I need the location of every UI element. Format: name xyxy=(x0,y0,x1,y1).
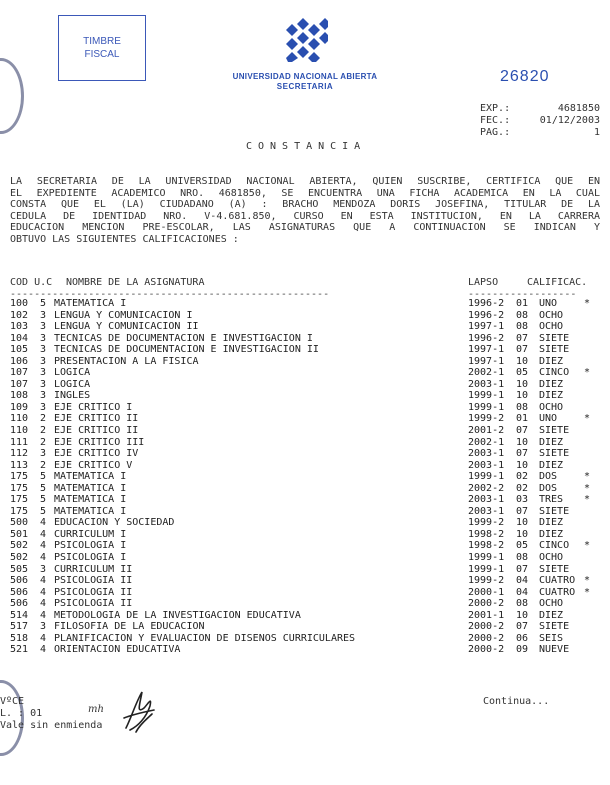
course-name: PRESENTACION A LA FISICA xyxy=(54,355,199,367)
course-name: METODOLOGIA DE LA INVESTIGACION EDUCATIVA xyxy=(54,609,301,621)
term: 1999-1 xyxy=(468,552,505,564)
header-lapso: LAPSO xyxy=(468,277,499,288)
course-code: 506 xyxy=(10,575,29,587)
document-title: CONSTANCIA xyxy=(246,141,367,152)
credit-units: 2 xyxy=(40,425,47,437)
course-name: EDUCACION Y SOCIEDAD xyxy=(54,517,175,529)
course-code: 518 xyxy=(10,632,29,644)
course-name: EJE CRITICO IV xyxy=(54,448,139,460)
course-code: 107 xyxy=(10,367,29,379)
course-name: PSICOLOGIA I xyxy=(54,540,127,552)
course-code: 113 xyxy=(10,459,29,471)
course-name: LENGUA Y COMUNICACION I xyxy=(54,309,193,321)
term: 2003-1 xyxy=(468,505,505,517)
term: 1996-2 xyxy=(468,298,505,309)
credit-units: 3 xyxy=(40,378,47,390)
course-code: 100 xyxy=(10,298,29,309)
credit-units: 4 xyxy=(40,598,47,610)
grade-word: DIEZ xyxy=(539,355,564,367)
table-row xyxy=(0,390,610,402)
credit-units: 3 xyxy=(40,563,47,575)
credit-units: 3 xyxy=(40,321,47,333)
term: 1998-2 xyxy=(468,540,505,552)
course-name: ORIENTACION EDUCATIVA xyxy=(54,644,181,656)
grade-number: 10 xyxy=(516,355,529,367)
course-name: CURRICULUM II xyxy=(54,563,133,575)
exp-row xyxy=(480,103,600,114)
table-row xyxy=(0,621,610,633)
signature-icon xyxy=(118,688,158,734)
credit-units: 4 xyxy=(40,632,47,644)
grade-number: 10 xyxy=(516,459,529,471)
grade-number: 10 xyxy=(516,528,529,540)
table-row xyxy=(0,402,610,414)
course-name: EJE CRITICO I xyxy=(54,401,133,413)
grade-word: DIEZ xyxy=(539,436,564,448)
grade-number: 02 xyxy=(516,471,529,483)
validation-line-1: VºCE xyxy=(0,696,25,707)
course-name: LOGICA xyxy=(54,367,91,379)
course-code: 500 xyxy=(10,517,29,529)
university-name: UNIVERSIDAD NACIONAL ABIERTA xyxy=(232,72,378,81)
table-row xyxy=(0,413,610,425)
credit-units: 2 xyxy=(40,459,47,471)
paragraph-line: EL EXPEDIENTE ACADEMICO NRO. 4681850, SE ENCUENTRA UNA FICHA ACADEMICA EN LA CUAL xyxy=(10,187,600,199)
course-code: 175 xyxy=(10,471,29,483)
course-name: PSICOLOGIA II xyxy=(54,598,133,610)
term: 2003-1 xyxy=(468,378,505,390)
paragraph-line: CEDULA DE IDENTIDAD NRO. V-4.681.850, CURSO EN ESTA INSTITUCION, EN LA CARRERA xyxy=(10,210,600,222)
grade-word: DIEZ xyxy=(539,609,564,621)
grade-number: 08 xyxy=(516,401,529,413)
term: 1999-1 xyxy=(468,563,505,575)
university-logo-icon xyxy=(282,16,328,62)
grade-word: OCHO xyxy=(539,552,564,564)
credit-units: 4 xyxy=(40,540,47,552)
grade-word: SIETE xyxy=(539,332,570,344)
grade-number: 07 xyxy=(516,344,529,356)
course-code: 501 xyxy=(10,528,29,540)
course-code: 109 xyxy=(10,401,29,413)
course-code: 502 xyxy=(10,552,29,564)
paragraph-line: CONSTA QUE EL (LA) CIUDADANO (A) : BRACHO MENDOZA DORIS JOSEFINA, TITULAR DE LA xyxy=(10,199,600,211)
grade-word: CINCO xyxy=(539,540,570,552)
grade-word: UNO xyxy=(539,298,558,309)
table-row xyxy=(0,529,610,541)
grade-word: SIETE xyxy=(539,505,570,517)
table-row xyxy=(0,310,610,322)
grade-word: UNO xyxy=(539,413,558,425)
table-row xyxy=(0,471,610,483)
grade-word: NUEVE xyxy=(539,644,570,656)
course-name: MATEMATICA I xyxy=(54,298,127,309)
department-name: SECRETARIA xyxy=(276,82,334,91)
credit-units: 5 xyxy=(40,298,47,309)
certification-paragraph xyxy=(10,176,600,246)
course-code: 505 xyxy=(10,563,29,575)
grade-word: DOS xyxy=(539,482,558,494)
serial-number: 26820 xyxy=(500,68,550,85)
grade-number: 04 xyxy=(516,575,529,587)
course-name: LOGICA xyxy=(54,378,91,390)
grade-word: SIETE xyxy=(539,344,570,356)
term: 2002-1 xyxy=(468,367,505,379)
failed-mark: * xyxy=(584,367,591,379)
term: 1997-1 xyxy=(468,321,505,333)
grade-word: DIEZ xyxy=(539,517,564,529)
term: 1996-2 xyxy=(468,332,505,344)
pag-value: 1 xyxy=(593,127,600,138)
credit-units: 3 xyxy=(40,332,47,344)
grade-number: 09 xyxy=(516,644,529,656)
table-row xyxy=(0,483,610,495)
term: 1999-2 xyxy=(468,413,505,425)
course-code: 175 xyxy=(10,494,29,506)
grade-number: 07 xyxy=(516,505,529,517)
grade-number: 08 xyxy=(516,552,529,564)
term: 2002-2 xyxy=(468,482,505,494)
table-row xyxy=(0,321,610,333)
failed-mark: * xyxy=(584,494,591,506)
grade-word: OCHO xyxy=(539,598,564,610)
header-calif: CALIFICAC. xyxy=(527,277,588,288)
paragraph-line: EDUCACION MENCION PRE-ESCOLAR, LAS ASIGNATURAS QUE A CONTINUACION SE INDICAN Y xyxy=(10,222,600,234)
credit-units: 4 xyxy=(40,586,47,598)
credit-units: 5 xyxy=(40,505,47,517)
course-code: 108 xyxy=(10,390,29,402)
table-row xyxy=(0,425,610,437)
grade-number: 03 xyxy=(516,494,529,506)
grade-number: 07 xyxy=(516,332,529,344)
credit-units: 4 xyxy=(40,575,47,587)
table-row xyxy=(0,448,610,460)
grade-word: DIEZ xyxy=(539,459,564,471)
grade-word: CUATRO xyxy=(539,575,576,587)
table-row xyxy=(0,367,610,379)
fec-value: 01/12/2003 xyxy=(539,115,600,126)
header-name: NOMBRE DE LA ASIGNATURA xyxy=(66,277,205,288)
grade-number: 10 xyxy=(516,390,529,402)
term: 1997-1 xyxy=(468,355,505,367)
grade-word: OCHO xyxy=(539,309,564,321)
continua-note: Continua... xyxy=(483,696,550,707)
paragraph-line: OBTUVO LAS SIGUIENTES CALIFICACIONES : xyxy=(10,233,239,245)
table-row xyxy=(0,506,610,518)
course-code: 103 xyxy=(10,321,29,333)
course-code: 506 xyxy=(10,586,29,598)
credit-units: 3 xyxy=(40,448,47,460)
course-name: PSICOLOGIA II xyxy=(54,575,133,587)
fec-label: FEC.: xyxy=(480,115,511,126)
table-row xyxy=(0,344,610,356)
grade-word: DIEZ xyxy=(539,390,564,402)
term: 2001-2 xyxy=(468,425,505,437)
credit-units: 4 xyxy=(40,552,47,564)
failed-mark: * xyxy=(584,540,591,552)
course-code: 175 xyxy=(10,505,29,517)
failed-mark: * xyxy=(584,575,591,587)
fec-row xyxy=(480,115,600,126)
term: 1999-1 xyxy=(468,390,505,402)
grade-number: 01 xyxy=(516,413,529,425)
grade-number: 08 xyxy=(516,598,529,610)
course-name: PLANIFICACION Y EVALUACION DE DISENOS CURRICULARES xyxy=(54,632,356,644)
course-code: 514 xyxy=(10,609,29,621)
course-name: CURRICULUM I xyxy=(54,528,127,540)
credit-units: 3 xyxy=(40,344,47,356)
table-row xyxy=(0,644,610,656)
table-row xyxy=(0,517,610,529)
grade-number: 10 xyxy=(516,378,529,390)
credit-units: 3 xyxy=(40,367,47,379)
term: 1999-2 xyxy=(468,575,505,587)
credit-units: 4 xyxy=(40,644,47,656)
validation-line-3: Vale sin enmienda xyxy=(0,720,103,731)
credit-units: 3 xyxy=(40,401,47,413)
failed-mark: * xyxy=(584,586,591,598)
term: 1996-2 xyxy=(468,309,505,321)
course-name: PSICOLOGIA II xyxy=(54,586,133,598)
grade-word: SIETE xyxy=(539,448,570,460)
table-row xyxy=(0,633,610,645)
course-code: 105 xyxy=(10,344,29,356)
grade-number: 05 xyxy=(516,540,529,552)
course-code: 517 xyxy=(10,621,29,633)
credit-units: 3 xyxy=(40,309,47,321)
course-name: EJE CRITICO V xyxy=(54,459,133,471)
table-row xyxy=(0,494,610,506)
credit-units: 4 xyxy=(40,609,47,621)
table-row xyxy=(0,460,610,472)
validation-line-2: L. : 01 xyxy=(0,708,43,719)
term: 2000-1 xyxy=(468,586,505,598)
term: 1999-1 xyxy=(468,471,505,483)
timbre-line-1: TIMBRE xyxy=(83,36,121,47)
course-code: 111 xyxy=(10,436,29,448)
credit-units: 4 xyxy=(40,528,47,540)
table-row xyxy=(0,540,610,552)
course-code: 521 xyxy=(10,644,29,656)
table-row xyxy=(0,356,610,368)
course-code: 107 xyxy=(10,378,29,390)
grade-number: 07 xyxy=(516,621,529,633)
table-row xyxy=(0,598,610,610)
timbre-fiscal-box xyxy=(58,15,146,81)
table-row xyxy=(0,564,610,576)
course-name: LENGUA Y COMUNICACION II xyxy=(54,321,199,333)
table-row xyxy=(0,575,610,587)
course-name: TECNICAS DE DOCUMENTACION E INVESTIGACION II xyxy=(54,344,319,356)
course-name: EJE CRITICO II xyxy=(54,413,139,425)
course-name: FILOSOFIA DE LA EDUCACION xyxy=(54,621,205,633)
term: 2001-1 xyxy=(468,609,505,621)
pag-label: PAG.: xyxy=(480,127,511,138)
grade-number: 10 xyxy=(516,517,529,529)
header-cod-uc: COD U.C xyxy=(10,277,53,288)
exp-label: EXP.: xyxy=(480,103,511,114)
course-name: TECNICAS DE DOCUMENTACION E INVESTIGACION I xyxy=(54,332,313,344)
term: 2003-1 xyxy=(468,494,505,506)
grade-word: DIEZ xyxy=(539,528,564,540)
grade-number: 06 xyxy=(516,632,529,644)
course-name: INGLES xyxy=(54,390,91,402)
term: 1999-1 xyxy=(468,401,505,413)
table-row xyxy=(0,333,610,345)
course-name: MATEMATICA I xyxy=(54,482,127,494)
course-name: MATEMATICA I xyxy=(54,494,127,506)
course-name: EJE CRITICO II xyxy=(54,425,139,437)
grade-number: 05 xyxy=(516,367,529,379)
paragraph-line: LA SECRETARIA DE LA UNIVERSIDAD NACIONAL ABIERTA, QUIEN SUSCRIBE, CERTIFICA QUE EN xyxy=(10,176,600,187)
header-rule-left: ----------------------------------------------------- xyxy=(10,289,330,300)
timbre-line-2: FISCAL xyxy=(84,49,120,60)
course-name: EJE CRITICO III xyxy=(54,436,145,448)
grade-number: 08 xyxy=(516,321,529,333)
failed-mark: * xyxy=(584,413,591,425)
course-name: PSICOLOGIA I xyxy=(54,552,127,564)
grade-number: 04 xyxy=(516,586,529,598)
term: 1997-1 xyxy=(468,344,505,356)
grade-word: DOS xyxy=(539,471,558,483)
table-row xyxy=(0,379,610,391)
grades-table xyxy=(0,298,610,656)
failed-mark: * xyxy=(584,471,591,483)
term: 2002-1 xyxy=(468,436,505,448)
grade-word: CINCO xyxy=(539,367,570,379)
table-row xyxy=(0,298,610,310)
term: 2000-2 xyxy=(468,621,505,633)
exp-value: 4681850 xyxy=(557,103,600,114)
grade-number: 08 xyxy=(516,309,529,321)
grade-word: DIEZ xyxy=(539,378,564,390)
term: 2003-1 xyxy=(468,448,505,460)
course-code: 506 xyxy=(10,598,29,610)
term: 2003-1 xyxy=(468,459,505,471)
course-code: 104 xyxy=(10,332,29,344)
grade-number: 07 xyxy=(516,563,529,575)
header-rule-right: ------------------ xyxy=(468,289,577,300)
course-code: 175 xyxy=(10,482,29,494)
seal-edge-top xyxy=(0,58,24,134)
table-row xyxy=(0,552,610,564)
credit-units: 2 xyxy=(40,413,47,425)
credit-units: 5 xyxy=(40,482,47,494)
course-name: MATEMATICA I xyxy=(54,471,127,483)
term: 1999-2 xyxy=(468,517,505,529)
credit-units: 3 xyxy=(40,621,47,633)
credit-units: 2 xyxy=(40,436,47,448)
grade-number: 07 xyxy=(516,448,529,460)
course-code: 112 xyxy=(10,448,29,460)
course-code: 102 xyxy=(10,309,29,321)
course-code: 110 xyxy=(10,413,29,425)
credit-units: 5 xyxy=(40,471,47,483)
grade-number: 07 xyxy=(516,425,529,437)
grade-word: SIETE xyxy=(539,563,570,575)
course-code: 110 xyxy=(10,425,29,437)
credit-units: 3 xyxy=(40,355,47,367)
grade-word: CUATRO xyxy=(539,586,576,598)
failed-mark: * xyxy=(584,482,591,494)
grade-number: 10 xyxy=(516,609,529,621)
grade-word: TRES xyxy=(539,494,564,506)
course-code: 106 xyxy=(10,355,29,367)
grade-number: 10 xyxy=(516,436,529,448)
failed-mark: * xyxy=(584,298,591,309)
grade-word: SIETE xyxy=(539,425,570,437)
grade-number: 01 xyxy=(516,298,529,309)
term: 2000-2 xyxy=(468,632,505,644)
table-row xyxy=(0,587,610,599)
grade-word: OCHO xyxy=(539,401,564,413)
grade-word: SIETE xyxy=(539,621,570,633)
course-code: 502 xyxy=(10,540,29,552)
credit-units: 4 xyxy=(40,517,47,529)
grade-word: OCHO xyxy=(539,321,564,333)
validation-note xyxy=(0,696,102,732)
table-row xyxy=(0,437,610,449)
grade-word: SEIS xyxy=(539,632,564,644)
term: 1998-2 xyxy=(468,528,505,540)
table-row xyxy=(0,610,610,622)
credit-units: 5 xyxy=(40,494,47,506)
pag-row xyxy=(480,127,600,138)
handwritten-initials: mh xyxy=(88,704,104,715)
term: 2000-2 xyxy=(468,644,505,656)
credit-units: 3 xyxy=(40,390,47,402)
grade-number: 02 xyxy=(516,482,529,494)
term: 2000-2 xyxy=(468,598,505,610)
course-name: MATEMATICA I xyxy=(54,505,127,517)
